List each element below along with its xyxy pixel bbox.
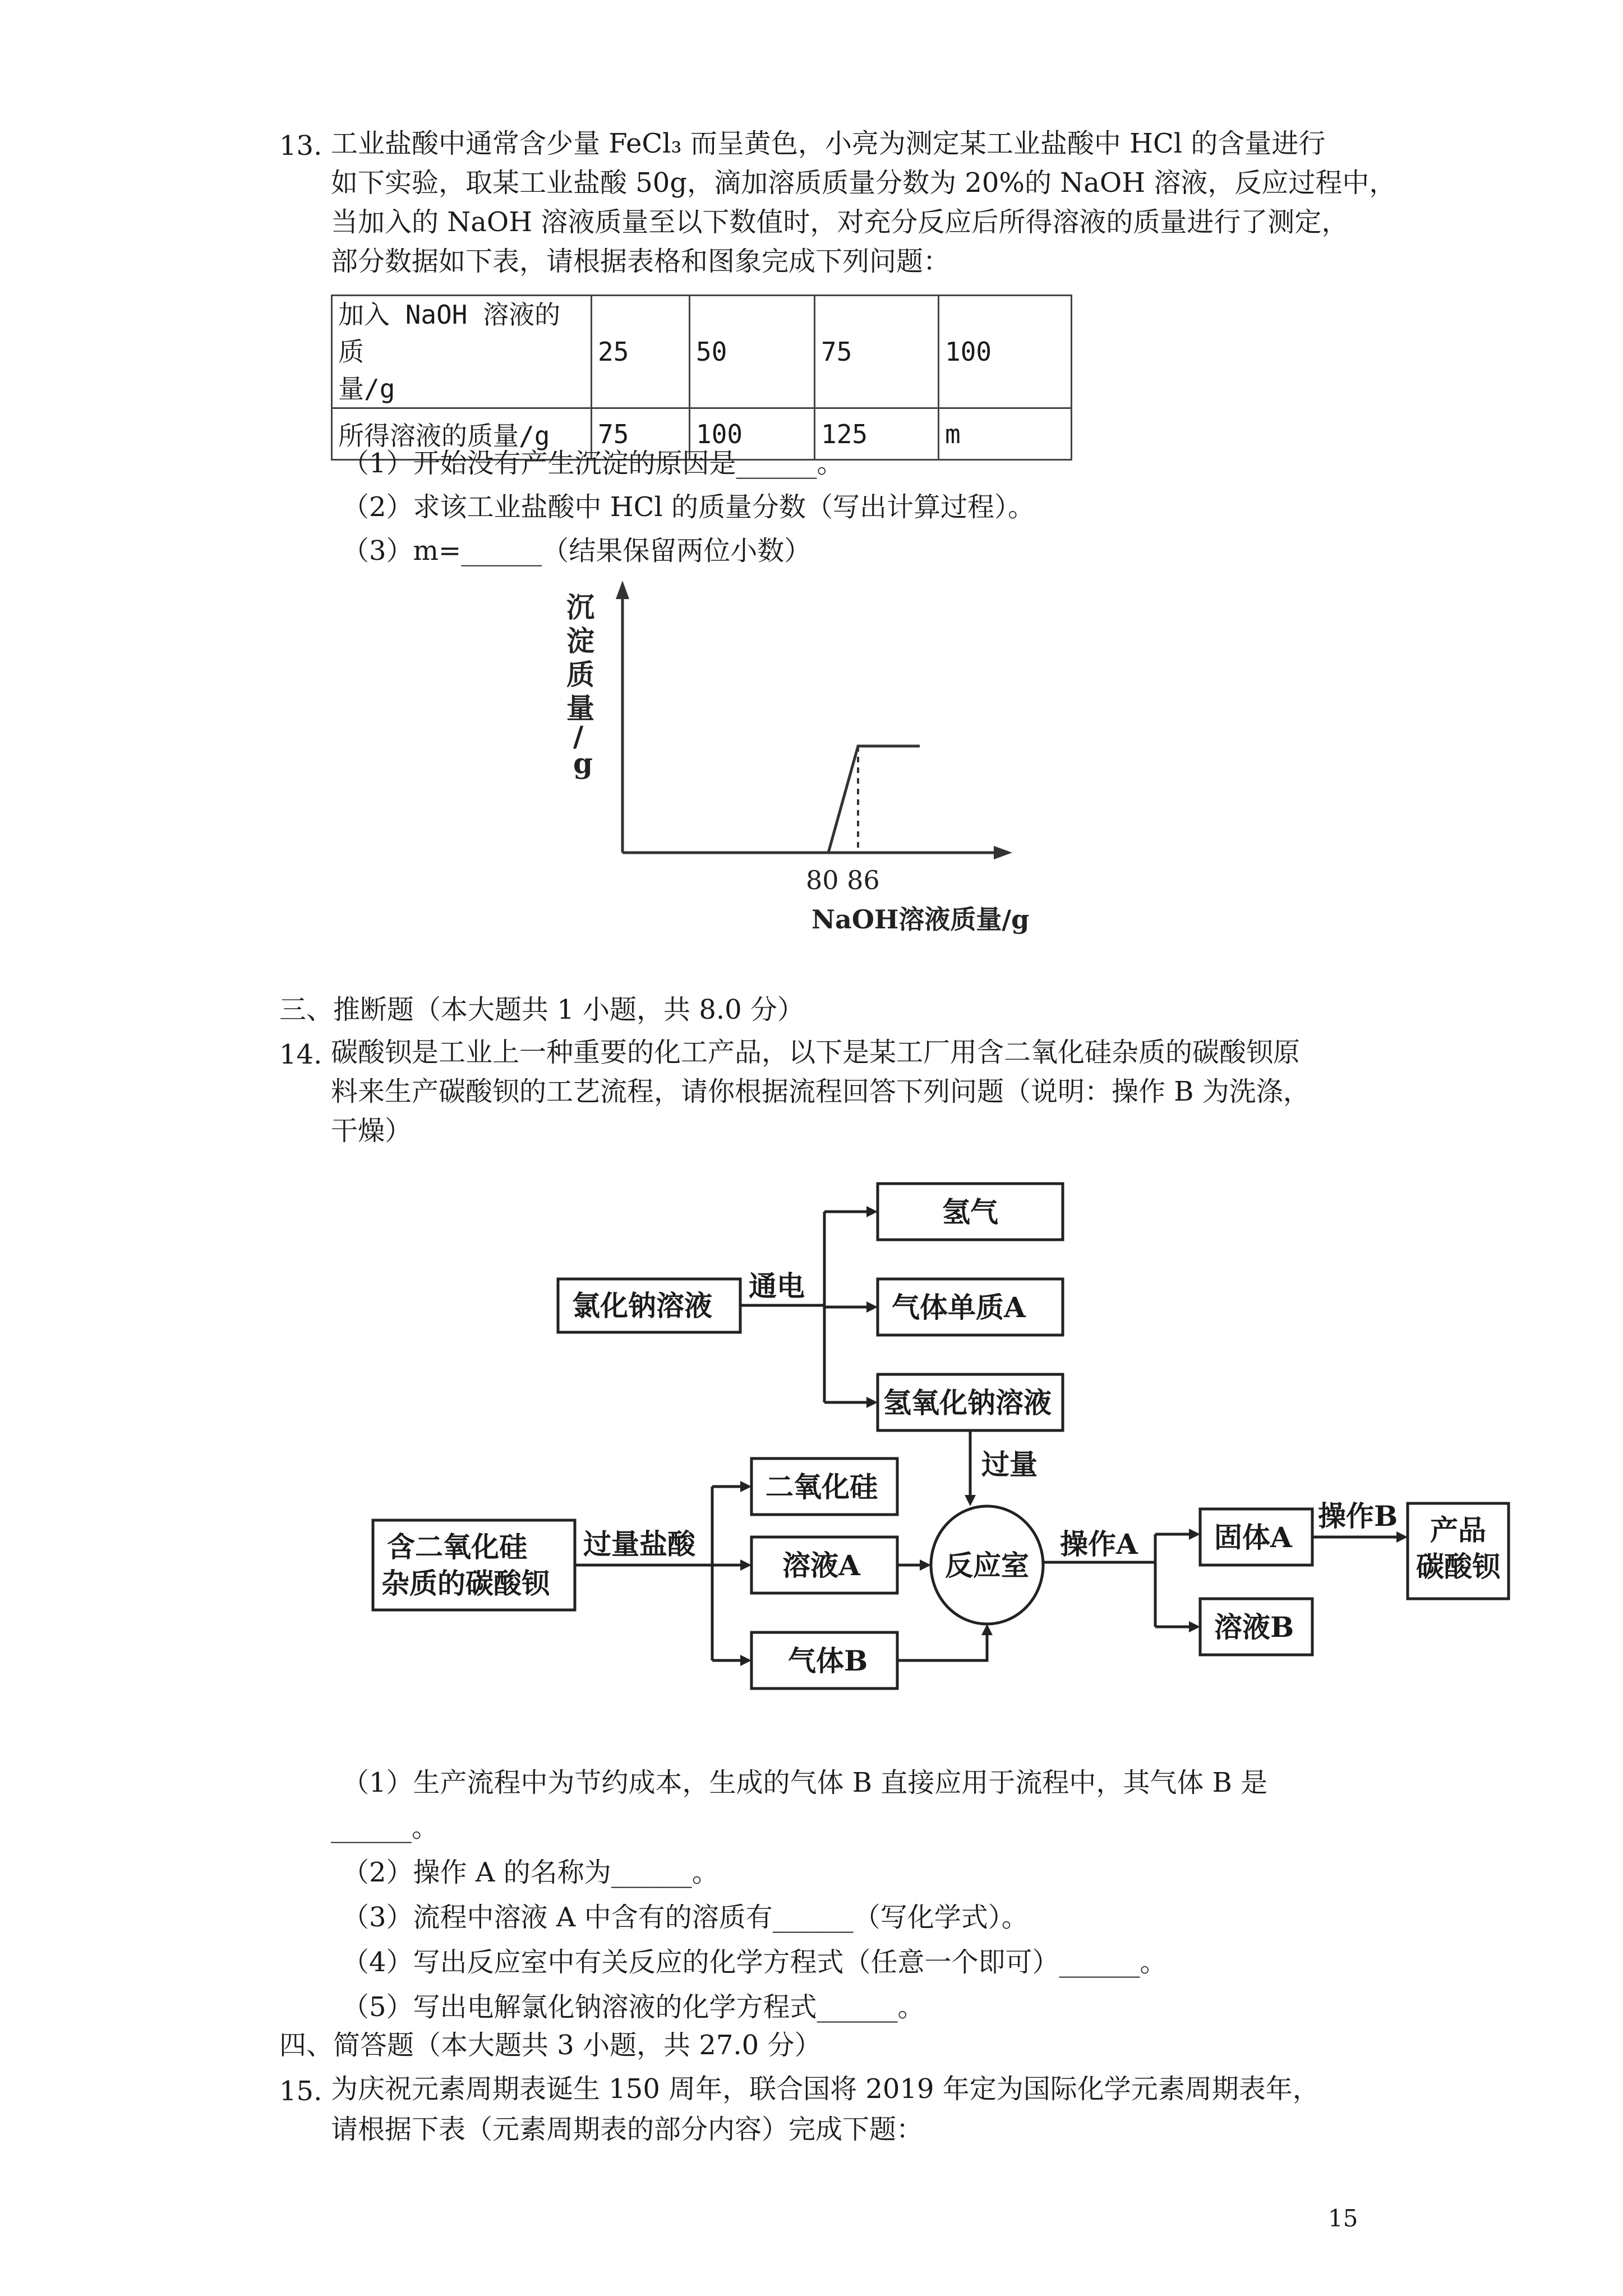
question-14-sub-3: （3）流程中溶液 A 中含有的溶质有______（写化学式）。: [342, 1902, 1029, 1933]
question-13-line-4: 部分数据如下表，请根据表格和图象完成下列问题：: [331, 246, 951, 277]
table-header-cell: 所得溶液的质量/g: [332, 408, 592, 460]
question-14-number: 14.: [279, 1039, 322, 1070]
label-product-line-1: 产品: [1430, 1513, 1486, 1547]
table-cell: m: [939, 408, 1072, 460]
question-13-number: 13.: [279, 130, 322, 162]
table-cell: 75: [815, 296, 939, 408]
label-product-line-2: 碳酸钡: [1416, 1550, 1500, 1583]
question-14-sub-5: （5）写出电解氯化钠溶液的化学方程式______。: [342, 1991, 925, 2023]
y-axis-label-char: 量: [566, 692, 594, 725]
arrowhead-icon: [965, 1495, 976, 1506]
arrowhead-icon: [866, 1397, 878, 1408]
section-4-title: 四、简答题（本大题共 3 小题，共 27.0 分）: [279, 2030, 822, 2061]
label-raw-line-1: 含二氧化硅: [387, 1530, 527, 1563]
y-axis-label-char: /: [573, 720, 584, 753]
label-sio2: 二氧化硅: [766, 1470, 878, 1503]
label-hydrogen: 氢气: [942, 1195, 998, 1228]
question-13-sub-3: （3）m=______（结果保留两位小数）: [342, 535, 811, 567]
question-14-line-3: 干燥）: [331, 1115, 412, 1147]
question-13-line-1: 工业盐酸中通常含少量 FeCl₃ 而呈黄色，小亮为测定某工业盐酸中 HCl 的含量进行: [331, 128, 1326, 159]
label-solution-a: 溶液A: [782, 1549, 860, 1582]
arrowhead-icon: [1189, 1529, 1200, 1540]
precipitate-curve: [623, 746, 920, 853]
table-header-line: 加入 NaOH 溶液的质: [338, 300, 561, 367]
arrowhead-icon: [740, 1559, 751, 1571]
x-axis-arrow-icon: [994, 846, 1012, 859]
x-axis-label: NaOH溶液质量/g: [811, 904, 1030, 935]
arrowhead-icon: [866, 1206, 878, 1217]
question-14-sub-1: （1）生产流程中为节约成本，生成的气体 B 直接应用于流程中，其气体 B 是: [342, 1767, 1268, 1798]
label-gas-a: 气体单质A: [892, 1291, 1026, 1324]
x-axis-tick-labels: 80 86: [806, 865, 880, 895]
table-cell: 100: [939, 296, 1072, 408]
label-solid-a: 固体A: [1214, 1521, 1292, 1554]
table-header-cell: [332, 296, 592, 408]
table-cell: 75: [592, 408, 690, 460]
arrowhead-icon: [981, 1624, 993, 1635]
table-cell: 100: [690, 408, 815, 460]
question-15-line-1: 为庆祝元素周期表诞生 150 周年，联合国将 2019 年定为国际化学元素周期表年，: [331, 2073, 1320, 2105]
question-13-sub-1: （1）开始没有产生沉淀的原因是______。: [342, 448, 844, 479]
label-operation-a: 操作A: [1060, 1527, 1138, 1561]
question-14-sub-2: （2）操作 A 的名称为______。: [342, 1857, 719, 1888]
section-3-title: 三、推断题（本大题共 1 小题，共 8.0 分）: [279, 994, 804, 1025]
table-header-line: 量/g: [338, 374, 395, 404]
page-number: 15: [1328, 2205, 1358, 2232]
label-excess-hcl: 过量盐酸: [583, 1527, 695, 1561]
y-axis-label-char: 沉: [566, 591, 594, 624]
label-gas-b: 气体B: [788, 1644, 868, 1677]
label-excess: 过量: [981, 1448, 1038, 1481]
y-axis-arrow-icon: [616, 581, 629, 599]
table-row: [332, 296, 1072, 408]
precipitate-graph: [555, 578, 1049, 959]
arrowhead-icon: [866, 1301, 878, 1313]
question-14-sub-4: （4）写出反应室中有关反应的化学方程式（任意一个即可）______。: [342, 1947, 1167, 1978]
naoh-data-table: [331, 295, 1072, 461]
arrowhead-icon: [1189, 1621, 1200, 1632]
label-reactor: 反应室: [945, 1549, 1029, 1582]
y-axis-label-char: g: [573, 747, 593, 780]
label-raw-line-2: 杂质的碳酸钡: [381, 1567, 550, 1600]
table-cell: 50: [690, 296, 815, 408]
question-15-line-2: 请根据下表（元素周期表的部分内容）完成下题：: [331, 2114, 924, 2145]
label-solution-b: 溶液B: [1214, 1611, 1294, 1644]
question-14-line-1: 碳酸钡是工业上一种重要的化工产品，以下是某工厂用含二氧化硅杂质的碳酸钡原: [331, 1037, 1301, 1068]
question-13-line-3: 当加入的 NaOH 溶液质量至以下数值时，对充分反应后所得溶液的质量进行了测定，: [331, 206, 1349, 238]
question-14-line-2: 料来生产碳酸钡的工艺流程，请你根据流程回答下列问题（说明：操作 B 为洗涤，: [331, 1076, 1310, 1107]
question-15-number: 15.: [279, 2076, 322, 2107]
arrow-gas-b-to-reactor: [897, 1632, 987, 1660]
label-naoh-solution: 氢氧化钠溶液: [883, 1386, 1052, 1419]
label-electrolysis: 通电: [749, 1269, 805, 1303]
question-14-sub-1-blank: ______。: [331, 1812, 439, 1843]
table-cell: 25: [592, 296, 690, 408]
table-cell: 125: [815, 408, 939, 460]
y-axis-label-char: 淀: [566, 624, 594, 657]
label-nacl-solution: 氯化钠溶液: [572, 1289, 712, 1322]
arrowhead-icon: [740, 1655, 751, 1666]
arrowhead-icon: [920, 1559, 931, 1571]
arrowhead-icon: [1396, 1531, 1408, 1543]
question-13-line-2: 如下实验，取某工业盐酸 50g，滴加溶质质量分数为 20%的 NaOH 溶液，反应过程中，: [331, 167, 1396, 199]
label-operation-b: 操作B: [1318, 1499, 1398, 1533]
y-axis-label-char: 质: [566, 658, 594, 691]
process-flowchart: [331, 1167, 1542, 1728]
question-13-sub-2: （2）求该工业盐酸中 HCl 的质量分数（写出计算过程）。: [342, 491, 1035, 523]
arrowhead-icon: [740, 1481, 751, 1492]
